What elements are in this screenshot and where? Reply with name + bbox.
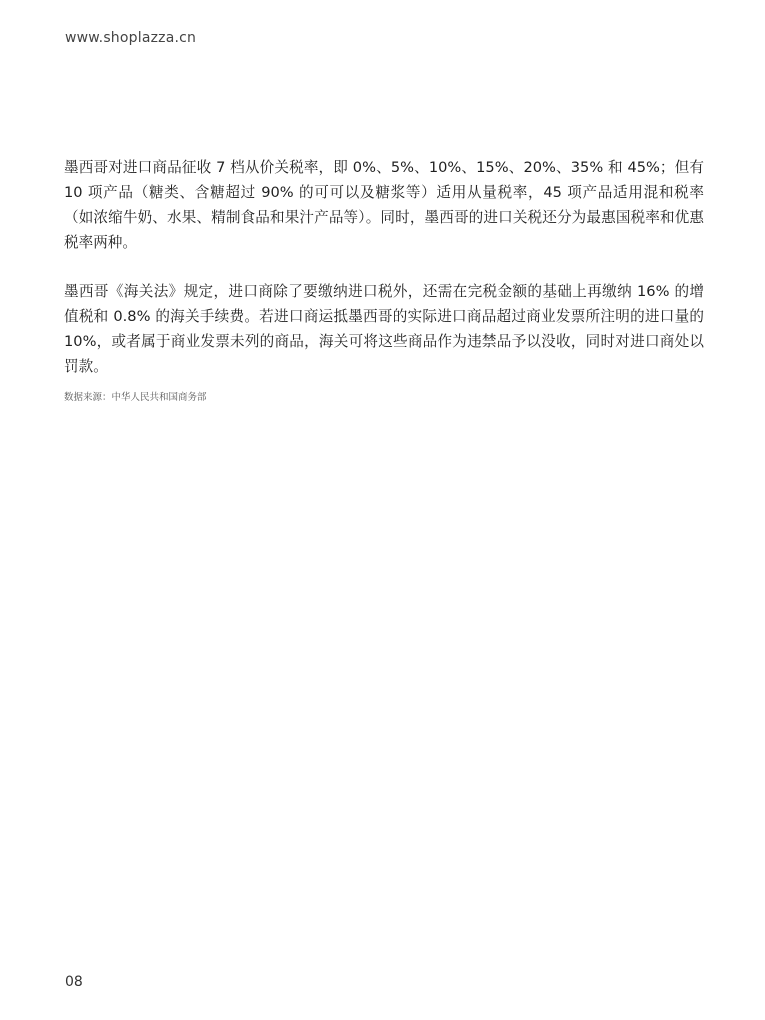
main-content (64, 155, 704, 403)
source-note: 数据来源：中华人民共和国商务部 (64, 392, 207, 403)
paragraph-import-tariffs: 墨西哥对进口商品征收 7 档从价关税率，即 0%、5%、10%、15%、20%、35% 和 45%；但有 10 项产品（糖类、含糖超过 90% 的可可以及糖浆等）适用从量税率，45 项产品适用混和税率（如浓缩牛奶、水果、精制食品和果汁产品等）。同时，墨西哥的进口关税还分为最惠国税率和优惠税率两种。 (64, 159, 704, 251)
header-url: www.shoplazza.cn (65, 30, 197, 46)
paragraph-customs-law: 墨西哥《海关法》规定，进口商除了要缴纳进口税外，还需在完税金额的基础上再缴纳 16% 的增值税和 0.8% 的海关手续费。若进口商运抵墨西哥的实际进口商品超过商业发票所注明的进口量的 10%，或者属于商业发票未列的商品，海关可将这些商品作为违禁品予以没收，同时对进口商处以罚款。 (64, 283, 704, 375)
page-number: 08 (65, 974, 83, 990)
